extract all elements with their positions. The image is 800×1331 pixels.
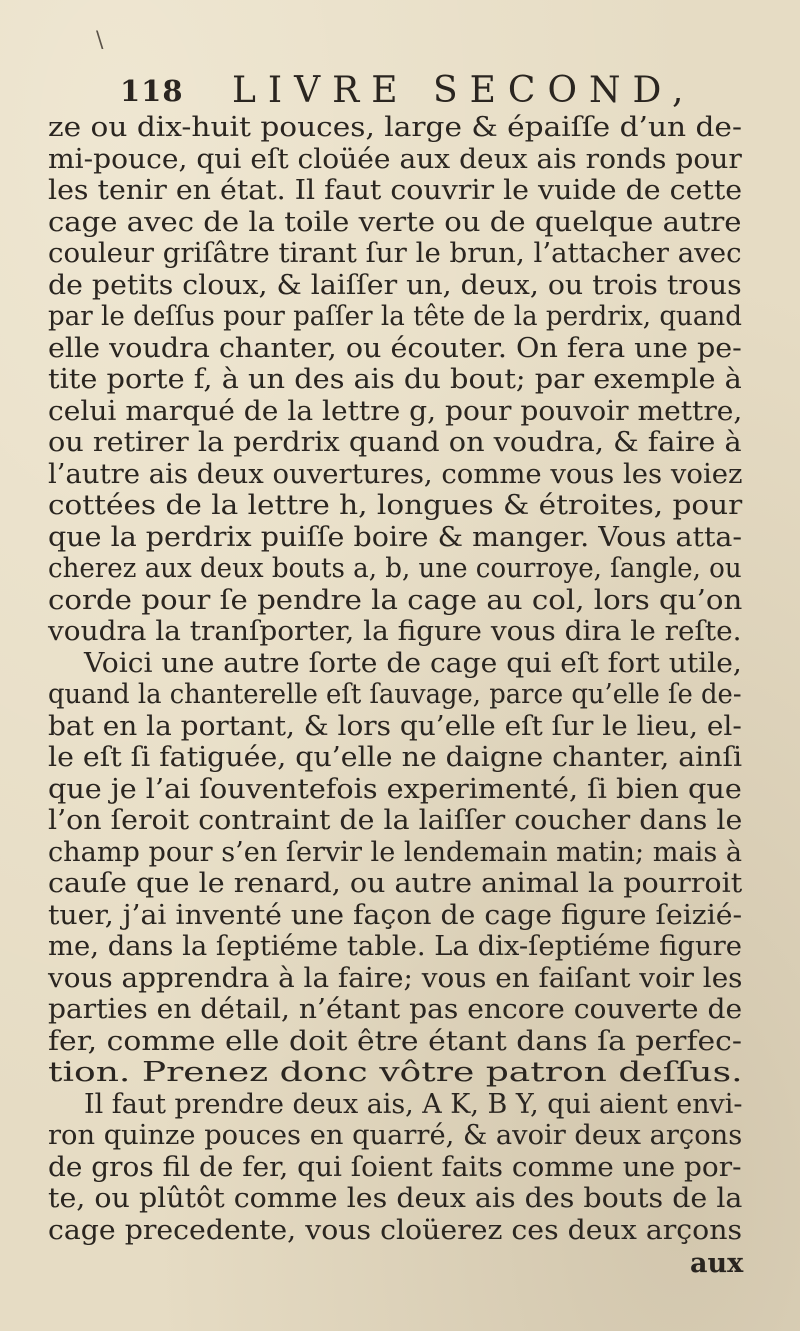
text-line: corde pour ſe pendre la cage au col, lors qu’on: [48, 584, 743, 616]
text-line: que la perdrix puiſſe boire & manger. Vous atta-: [48, 521, 743, 553]
text-line: parties en détail, n’étant pas encore couverte de: [48, 994, 743, 1025]
text-line: celui marqué de la lettre g, pour pouvoir mettre,: [48, 395, 743, 427]
text-line: les tenir en état. Il faut couvrir le vuide de cette: [48, 175, 743, 206]
text-line: fer, comme elle doit être étant dans ſa perfec-: [48, 1025, 742, 1057]
text-line: vous apprendra à la faire; vous en faiſant voir les: [48, 962, 743, 994]
text-line: Il faut prendre deux ais, A K, B Y, qui aient envi-: [84, 1088, 743, 1120]
text-line: le eſt ſi fatiguée, qu’elle ne daigne chanter, ainſi: [48, 742, 743, 773]
catchword: aux: [690, 1248, 744, 1279]
margin-mark: \: [96, 28, 104, 53]
text-line: ron quinze pouces en quarré, & avoir deux arçons: [48, 1120, 743, 1151]
text-line: cage precedente, vous cloüerez ces deux arçons: [48, 1214, 743, 1246]
text-line: tite porte f, à un des ais du bout; par exemple à: [48, 364, 742, 395]
text-line: cherez aux deux bouts a, b, une courroye, ſangle, ou: [48, 553, 742, 584]
text-line: cauſe que le renard, ou autre animal la pourroit: [48, 868, 743, 899]
text-line: voudra la tranſporter, la figure vous dira le reſte.: [48, 616, 742, 647]
text-line: champ pour s’en ſervir le lendemain matin; mais à: [48, 836, 743, 868]
text-line: bat en la portant, & lors qu’elle eſt ſur le lieu, el-: [48, 710, 742, 742]
text-line: elle voudra chanter, ou écouter. On fera une pe-: [48, 332, 742, 364]
text-line: cage avec de la toile verte ou de quelque autre: [48, 206, 742, 238]
text-line: par le deſſus pour paſſer la tête de la perdrix, quand: [48, 301, 742, 332]
text-line: l’autre ais deux ouvertures, comme vous les voiez: [48, 458, 743, 490]
page-header: [120, 70, 720, 114]
text-line: couleur griſâtre tirant ſur le brun, l’attacher avec: [48, 238, 742, 269]
text-line: de gros fil de fer, qui ſoient faits comme une por-: [48, 1151, 742, 1183]
text-line: quand la chanterelle eſt ſauvage, parce qu’elle ſe de-: [48, 679, 742, 710]
text-line: tuer, j’ai inventé une façon de cage figure ſeizié-: [48, 899, 743, 931]
text-line: de petits cloux, & laiſſer un, deux, ou trois trous: [48, 269, 742, 301]
text-line: ou retirer la perdrix quand on voudra, & faire à: [48, 427, 742, 458]
text-line: l’on ſeroit contraint de la laiſſer coucher dans le: [48, 805, 743, 836]
text-line: ze ou dix-huit pouces, large & épaiſſe d’un de-: [48, 112, 742, 143]
text-line: Voici une autre ſorte de cage qui eſt fort utile,: [84, 647, 742, 679]
text-line: que je l’ai ſouventefois experimenté, ſi bien que: [48, 773, 742, 805]
text-line: te, ou plûtôt comme les deux ais des bouts de la: [48, 1183, 743, 1214]
text-line: mi-pouce, qui eſt cloüée aux deux ais ronds pour: [48, 143, 742, 175]
page-number: 118: [120, 74, 184, 108]
text-line: tion. Prenez donc vôtre patron deſſus.: [48, 1057, 743, 1088]
text-line: cottées de la lettre h, longues & étroites, pour: [48, 490, 743, 521]
running-head: LIVRE SECOND,: [232, 70, 696, 111]
text-line: me, dans la ſeptiéme table. La dix-ſeptiéme figure: [48, 931, 743, 962]
